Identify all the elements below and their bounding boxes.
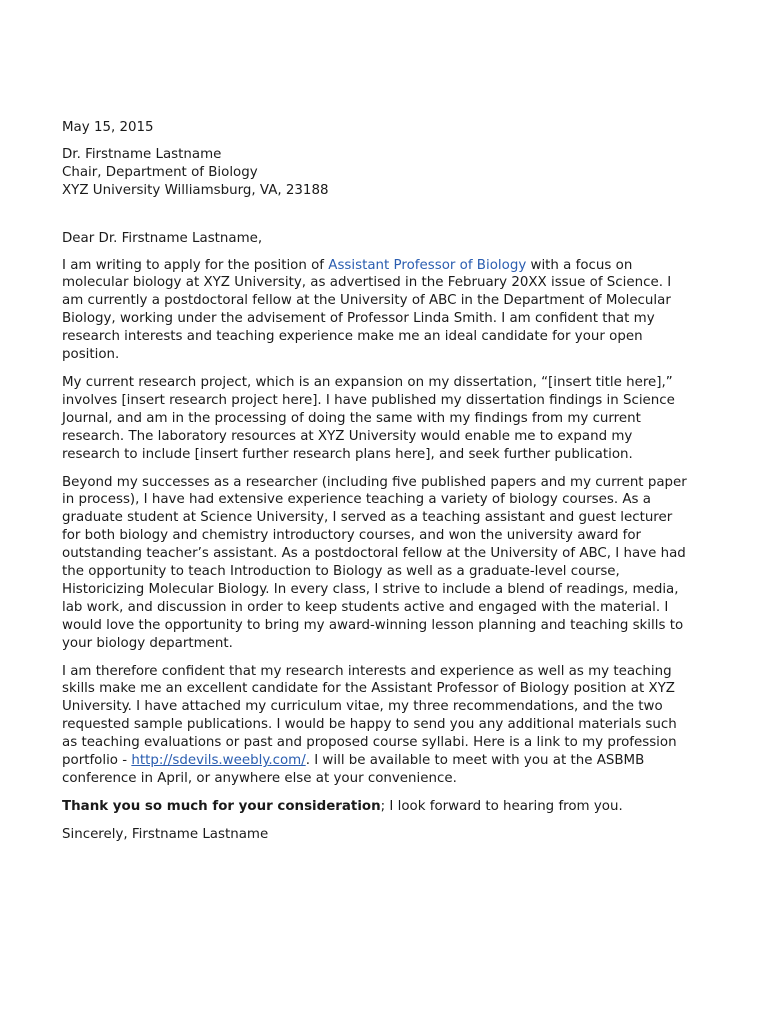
- closing-line-rest: ; I look forward to hearing from you.: [380, 798, 623, 814]
- recipient-title: Chair, Department of Biology: [62, 164, 258, 180]
- salutation: Dear Dr. Firstname Lastname,: [62, 230, 263, 246]
- position-link[interactable]: Assistant Professor of Biology: [328, 257, 527, 273]
- paragraph-summary-text-2: . I will be available to meet with you at the ASBMB conference in April, or anywhere else at your convenience.: [62, 753, 645, 786]
- closing-line-bold: Thank you so much for your consideration: [62, 798, 381, 814]
- closing-line: [62, 798, 692, 816]
- paragraph-research: My current research project, which is an expansion on my dissertation, “[insert title here],” involves [insert research project here]. I have published my dissertation findings in Science Journal, and am in the processing of doing the same with my findings from my current research. The laboratory resources at XYZ University would enable me to expand my research to include [insert further research plans here], and seek further publication.: [62, 374, 675, 462]
- letter-date: May 15, 2015: [62, 120, 154, 135]
- recipient-block: [62, 146, 692, 200]
- recipient-name: Dr. Firstname Lastname: [62, 146, 222, 162]
- recipient-address: XYZ University Williamsburg, VA, 23188: [62, 182, 329, 198]
- signoff: Sincerely, Firstname Lastname: [62, 826, 269, 842]
- paragraph-teaching: Beyond my successes as a researcher (including five published papers and my current paper in process), I have had extensive experience teaching a variety of biology courses. As a graduate student at Science University, I served as a teaching assistant and guest lecturer for both biology and chemistry introductory courses, and won the university award for outstanding teacher’s assistant. As a postdoctoral fellow at the University of ABC, I have had the opportunity to teach Introduction to Biology as well as a graduate-level course, Historicizing Molecular Biology. In every class, I strive to include a blend of readings, media, lab work, and discussion in order to keep students active and engaged with the material. I would love the opportunity to bring my award-winning lesson planning and teaching skills to your biology department.: [62, 474, 687, 651]
- paragraph-intro: [62, 257, 692, 364]
- paragraph-intro-text-1: I am writing to apply for the position of: [62, 257, 329, 273]
- paragraph-summary-text-1: I am therefore confident that my research interests and experience as well as my teaching skills make me an excellent candidate for the Assistant Professor of Biology position at XYZ University. I have attached my curriculum vitae, my three recommendations, and the two requested sample publications. I would be happy to send you any additional materials such as teaching evaluations or past and proposed course syllabi. Here is a link to my profession portfolio -: [62, 663, 677, 769]
- portfolio-link[interactable]: http://sdevils.weebly.com/: [131, 753, 306, 769]
- paragraph-summary: [62, 663, 692, 788]
- letter-page: [62, 119, 692, 854]
- paragraph-intro-text-2: with a focus on molecular biology at XYZ University, as advertised in the February 20XX issue of Science. I am currently a postdoctoral fellow at the University of ABC in the Department of Molecular Biology, working under the advisement of Professor Linda Smith. I am confident that my research interests and teaching experience make me an ideal candidate for your open position.: [62, 257, 672, 363]
